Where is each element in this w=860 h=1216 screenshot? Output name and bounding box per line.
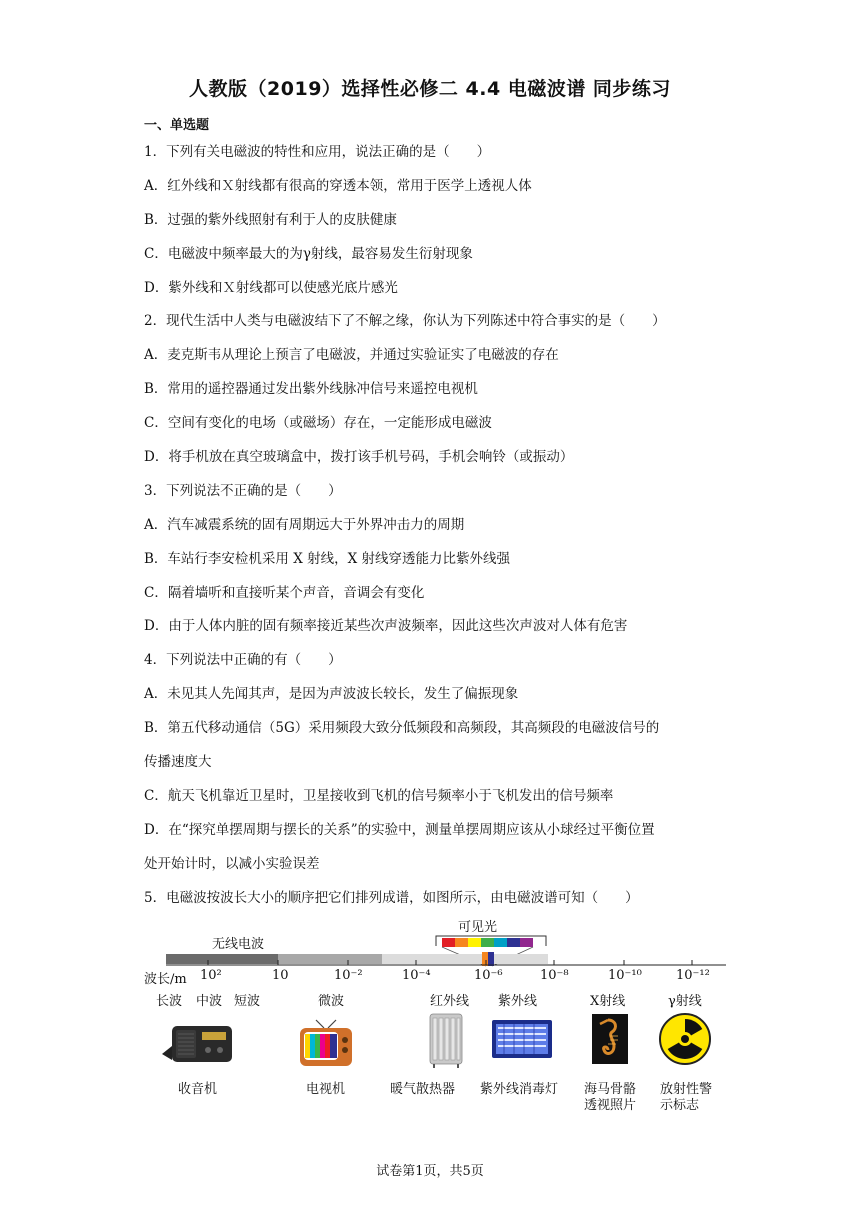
question-1: 1．下列有关电磁波的特性和应用，说法正确的是（ ） xyxy=(144,144,491,160)
tick-label: 10 xyxy=(272,968,289,983)
q4-option-c: C．航天飞机靠近卫星时，卫星接收到飞机的信号频率小于飞机发出的信号频率 xyxy=(144,788,614,804)
caption-tv: 电视机 xyxy=(306,1082,346,1097)
tick-label: 10² xyxy=(200,968,222,983)
band-label: γ射线 xyxy=(668,994,702,1009)
caption-xray-1: 海马骨骼 xyxy=(584,1082,637,1097)
caption-xray-2: 透视照片 xyxy=(584,1098,637,1113)
radio-waves-label: 无线电波 xyxy=(212,937,265,952)
q3-option-d: D．由于人体内脏的固有频率接近某些次声波频率，因此这些次声波对人体有危害 xyxy=(144,618,628,634)
tick-label: 10⁻¹² xyxy=(676,968,710,983)
q2-option-c: C．空间有变化的电场（或磁场）存在，一定能形成电磁波 xyxy=(144,415,492,431)
q3-option-a: A．汽车减震系统的固有周期远大于外界冲击力的周期 xyxy=(144,517,465,533)
q4-option-a: A．未见其人先闻其声，是因为声波波长较长，发生了偏振现象 xyxy=(144,686,519,702)
q1-option-a: A．红外线和Ｘ射线都有很高的穿透本领，常用于医学上透视人体 xyxy=(144,178,532,194)
caption-uv-lamp: 紫外线消毒灯 xyxy=(480,1082,559,1097)
q1-option-c: C．电磁波中频率最大的为γ射线，最容易发生衍射现象 xyxy=(144,246,473,262)
em-spectrum-figure xyxy=(144,908,724,1112)
band-label: 中波 xyxy=(196,994,223,1009)
band-label: 紫外线 xyxy=(498,994,538,1009)
page-footer: 试卷第1页，共5页 xyxy=(376,1164,484,1179)
tick-label: 10⁻² xyxy=(334,968,363,983)
seahorse-xray-icon xyxy=(590,1012,630,1066)
axis-label: 波长/m xyxy=(144,972,187,987)
tick-label: 10⁻⁴ xyxy=(402,968,431,983)
question-2: 2．现代生活中人类与电磁波结下了不解之缘，你认为下列陈述中符合事实的是（ ） xyxy=(144,313,666,329)
q3-option-b: B．车站行李安检机采用 X 射线，X 射线穿透能力比紫外线强 xyxy=(144,551,511,567)
q2-option-d: D．将手机放在真空玻璃盒中，拨打该手机号码，手机会响铃（或振动） xyxy=(144,449,574,465)
q2-option-b: B．常用的遥控器通过发出紫外线脉冲信号来遥控电视机 xyxy=(144,381,478,397)
caption-sign-2: 示标志 xyxy=(660,1098,700,1113)
caption-sign-1: 放射性警 xyxy=(660,1082,713,1097)
band-label: 短波 xyxy=(234,994,261,1009)
q3-option-c: C．隔着墙听和直接听某个声音，音调会有变化 xyxy=(144,585,425,601)
band-label: 长波 xyxy=(156,994,183,1009)
q4-option-b: B．第五代移动通信（5G）采用频段大致分低频段和高频段，其高频段的电磁波信号的 xyxy=(144,720,660,736)
band-label: 红外线 xyxy=(430,994,470,1009)
q2-option-a: A．麦克斯韦从理论上预言了电磁波，并通过实验证实了电磁波的存在 xyxy=(144,347,559,363)
radio-icon xyxy=(160,1020,236,1066)
q1-option-b: B．过强的紫外线照射有利于人的皮肤健康 xyxy=(144,212,397,228)
q4-option-d-cont: 处开始计时，以减小实验误差 xyxy=(144,856,320,872)
q4-option-b-cont: 传播速度大 xyxy=(144,754,212,770)
visible-light-label: 可见光 xyxy=(458,920,498,935)
caption-radio: 收音机 xyxy=(178,1082,218,1097)
tick-label: 10⁻⁶ xyxy=(474,968,503,983)
tick-label: 10⁻⁸ xyxy=(540,968,569,983)
radiation-warning-icon xyxy=(658,1012,712,1066)
caption-heater: 暖气散热器 xyxy=(390,1082,456,1097)
uv-lamp-icon xyxy=(490,1018,554,1060)
section-heading: 一、单选题 xyxy=(144,118,210,133)
television-icon xyxy=(296,1014,356,1070)
q1-option-d: D．紫外线和Ｘ射线都可以使感光底片感光 xyxy=(144,280,398,296)
spectrum-bar xyxy=(166,952,726,972)
question-3: 3．下列说法不正确的是（ ） xyxy=(144,483,342,499)
heater-icon xyxy=(426,1012,466,1070)
q4-option-d: D．在“探究单摆周期与摆长的关系”的实验中，测量单摆周期应该从小球经过平衡位置 xyxy=(144,822,655,838)
band-label: 微波 xyxy=(318,994,345,1009)
band-label: X射线 xyxy=(590,994,626,1009)
tick-label: 10⁻¹⁰ xyxy=(608,968,642,983)
page-title: 人教版（2019）选择性必修二 4.4 电磁波谱 同步练习 xyxy=(189,78,671,100)
question-5: 5．电磁波按波长大小的顺序把它们排列成谱，如图所示，由电磁波谱可知（ ） xyxy=(144,890,639,906)
question-4: 4．下列说法中正确的有（ ） xyxy=(144,652,342,668)
